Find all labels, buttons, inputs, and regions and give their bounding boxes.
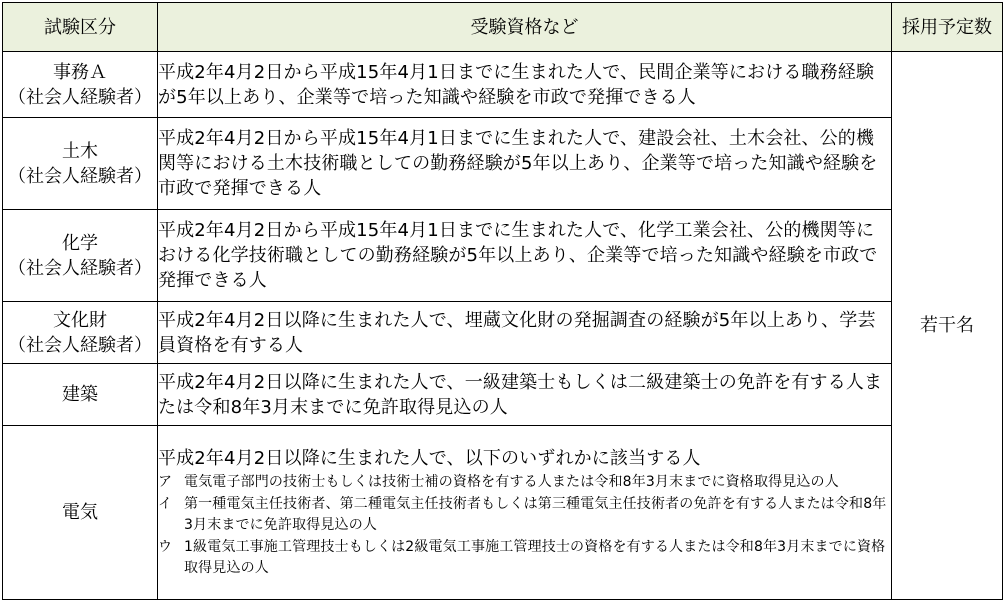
category-note: （社会人経験者）: [8, 334, 152, 356]
list-marker: ウ: [158, 539, 173, 555]
qualification-text: 平成2年4月2日以降に生まれた人で、埋蔵文化財の発掘調査の経験が5年以上あり、学芸員資格を有する人: [158, 309, 876, 356]
header-qualification: 受験資格など: [158, 3, 892, 52]
list-marker: イ: [158, 496, 173, 512]
table-row: [3, 426, 1003, 600]
list-item-text: 電気電子部門の技術士もしくは技術士補の資格を有する人または令和8年3月末までに資格取得見込の人: [184, 474, 839, 490]
category-name: 土木: [62, 140, 98, 162]
list-marker: ア: [158, 474, 173, 490]
category-cell: [3, 426, 158, 600]
list-item: [158, 494, 891, 536]
qualification-cell: [158, 426, 892, 600]
qualification-sub-list: [158, 472, 891, 579]
category-note: （社会人経験者）: [8, 165, 152, 187]
qualification-text: 平成2年4月2日以降に生まれた人で、以下のいずれかに該当する人: [158, 448, 701, 469]
list-item-text: 1級電気工事施工管理技士もしくは2級電気工事施工管理技士の資格を有する人または令和8年3月末までに資格取得見込の人: [184, 539, 886, 576]
qualification-cell: [158, 302, 892, 364]
quota-value: 若干名: [920, 315, 974, 336]
category-cell: [3, 52, 158, 118]
exam-category-table: [2, 2, 1003, 600]
category-note: （社会人経験者）: [8, 86, 152, 108]
category-cell: [3, 118, 158, 210]
qualification-text: 平成2年4月2日から平成15年4月1日までに生まれた人で、民間企業等における職務経験が5年以上あり、企業等で培った知識や経験を市政で発揮できる人: [158, 61, 875, 108]
quota-cell: [892, 52, 1003, 600]
list-item-text: 第一種電気主任技術者、第二種電気主任技術者もしくは第三種電気主任技術者の免許を有する人または令和8年3月末までに免許取得見込の人: [184, 496, 887, 533]
qualification-text: 平成2年4月2日から平成15年4月1日までに生まれた人で、建設会社、土木会社、公的機関等における土木技術職としての勤務経験が5年以上あり、企業等で培った知識や経験を市政で発揮できる人: [158, 128, 878, 199]
category-name: 電気: [62, 502, 98, 523]
qualification-cell: [158, 52, 892, 118]
category-name: 建築: [62, 384, 98, 405]
qualification-text: 平成2年4月2日以降に生まれた人で、一級建築士もしくは二級建築士の免許を有する人または令和8年3月末までに免許取得見込の人: [158, 371, 883, 418]
list-item: [158, 537, 891, 579]
category-name: 文化財: [53, 309, 107, 331]
qualification-text: 平成2年4月2日から平成15年4月1日までに生まれた人で、化学工業会社、公的機関等における化学技術職としての勤務経験が5年以上あり、企業等で培った知識や経験を市政で発揮できる人: [158, 220, 878, 291]
table-row: [3, 210, 1003, 302]
qualification-cell: [158, 210, 892, 302]
category-name: 事務Ａ: [53, 61, 107, 83]
qualification-cell: [158, 364, 892, 426]
category-cell: [3, 364, 158, 426]
category-name: 化学: [62, 232, 98, 254]
qualification-cell: [158, 118, 892, 210]
table-row: [3, 364, 1003, 426]
table-row: [3, 302, 1003, 364]
table-row: [3, 118, 1003, 210]
header-category: 試験区分: [3, 3, 158, 52]
header-quota: 採用予定数: [892, 3, 1003, 52]
table-header-row: [3, 3, 1003, 52]
list-item: [158, 472, 891, 493]
table-row: [3, 52, 1003, 118]
category-cell: [3, 210, 158, 302]
category-cell: [3, 302, 158, 364]
category-note: （社会人経験者）: [8, 257, 152, 279]
